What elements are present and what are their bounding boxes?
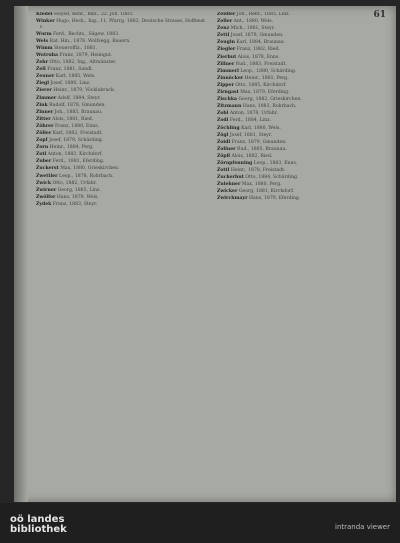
entry-name: Zöhrer <box>36 123 54 129</box>
directory-entry <box>217 83 388 89</box>
entry-name: Zwirchmayr <box>217 196 248 202</box>
directory-entry <box>36 74 207 80</box>
entry-name: Zitzmann <box>217 104 242 110</box>
entry-details: Leop., 1878, Rohrbach. <box>57 173 114 179</box>
entry-details: Otto, 1882, Ing., Altmünster. <box>48 60 117 66</box>
entry-name: Zimmerl <box>217 68 239 74</box>
entry-name: Zorn <box>36 145 49 151</box>
entry-details: Hans, 1879, Wels. <box>55 194 99 200</box>
directory-entry <box>36 195 207 201</box>
page-gutter <box>14 6 28 502</box>
entry-details: Josef, 1879, Gmunden. <box>229 33 284 39</box>
entry-details: Max, 1880, Grieskirchen. <box>58 166 120 172</box>
entry-name: Zell <box>36 67 46 73</box>
entry-name: Wimm <box>36 45 53 51</box>
entry-name: Zitter <box>36 116 51 122</box>
directory-entry <box>217 189 388 195</box>
entry-details: Heinr., 1879, Vöcklabruck. <box>51 88 116 94</box>
directory-entry <box>36 81 207 87</box>
directory-entry <box>36 39 207 45</box>
directory-entry <box>217 147 388 153</box>
entry-name: Zirngast <box>217 90 239 96</box>
entry-name: Zuckerhut <box>217 175 244 181</box>
directory-entry <box>36 53 207 59</box>
entry-name: Zörnpfenning <box>217 160 253 166</box>
directory-entry <box>217 55 388 61</box>
entry-name: Zipper <box>217 82 234 88</box>
directory-entry <box>217 90 388 96</box>
entry-name: Winker <box>36 19 55 25</box>
directory-entry <box>217 47 388 53</box>
entry-details: Alois, 1882, Ried. <box>229 153 273 159</box>
entry-details: Otto, 1882, Urfahr. <box>51 180 97 186</box>
entry-name: Zotl <box>36 152 47 158</box>
directory-entry <box>36 19 207 30</box>
logo-line-2: bibliothek <box>10 524 67 535</box>
entry-name: Zodl <box>217 118 229 124</box>
entry-details: Rat. Hin., 1878. Wolfsegg, Bauern. <box>48 38 131 44</box>
entry-details: Karl, 1882, Freistadt. <box>51 131 103 136</box>
directory-entry <box>217 62 388 68</box>
directory-entry <box>36 46 207 52</box>
entry-name: Zydek <box>36 201 52 207</box>
entry-details: Georg, 1882, Grieskirchen. <box>236 97 302 103</box>
entry-name: Zink <box>36 102 48 108</box>
entry-details: Josef, 1879, Schärding. <box>47 138 104 144</box>
directory-entry <box>217 182 388 188</box>
entry-name: Wels <box>36 38 49 44</box>
entry-name: Ziegl <box>36 81 49 87</box>
right-column <box>217 12 388 496</box>
entry-name: Zobl <box>217 111 229 117</box>
directory-entry <box>217 168 388 174</box>
directory-entry <box>36 138 207 144</box>
entry-details: Georg, 1881, Kirchdorf. <box>237 189 295 195</box>
entry-details: Anton, 1878, Urfahr. <box>228 111 278 117</box>
entry-name: Zulehner <box>217 182 241 188</box>
entry-name: Zehr <box>36 60 49 66</box>
entry-details: Steueroffiz., 1881. <box>52 45 98 51</box>
directory-entry <box>217 111 388 117</box>
entry-name: Zwettler <box>36 173 58 179</box>
entry-name: Zoidl <box>217 139 231 145</box>
directory-entry <box>36 117 207 123</box>
directory-entry <box>36 60 207 66</box>
entry-name: Zischka <box>217 97 237 103</box>
entry-name: Ziegler <box>217 47 236 53</box>
entry-details: Karl, 1885, Wels. <box>54 74 96 80</box>
text-columns <box>36 12 388 496</box>
entry-details: Rud., 1885, Braunau. <box>235 146 287 152</box>
entry-details: Karl, 1884, Braunau. <box>234 40 286 46</box>
entry-details: Ferd., Rechts., Sägew. 1883. <box>51 31 120 37</box>
entry-name: Zwölfer <box>36 194 56 200</box>
directory-entry <box>217 140 388 146</box>
entry-details: Joh., Rent., 1883, Linz. <box>235 12 291 17</box>
directory-entry <box>217 40 388 46</box>
entry-details: Franz, 1879, Heimgut. <box>57 52 113 58</box>
page-number: 61 <box>373 10 386 20</box>
viewer-label: intranda viewer <box>335 523 390 531</box>
directory-entry <box>36 145 207 151</box>
directory-entry <box>217 97 388 103</box>
entry-details: Hoyed, Rent., Bibl., 22. Joh. 1883. <box>52 12 134 17</box>
directory-entry <box>217 154 388 160</box>
entry-name: Zögl <box>217 132 229 138</box>
entry-name: Zenz <box>217 26 230 32</box>
entry-name: Zierer <box>36 88 52 94</box>
entry-details: Franz, 1882, Ried. <box>235 47 280 53</box>
entry-details: Franz, 1881, Sandl. <box>45 67 93 73</box>
directory-entry <box>217 26 388 32</box>
entry-details: Rud., 1883, Freistadt. <box>234 61 287 67</box>
directory-entry <box>217 161 388 167</box>
directory-entry <box>217 33 388 39</box>
entry-details: Hugo, Heck., Ing., 11, Pfarrg. 1883, Deutsche Strasse, Hoffenstr. <box>40 19 205 30</box>
scanned-page <box>14 6 396 502</box>
directory-entry <box>217 104 388 110</box>
directory-entry <box>217 12 388 18</box>
entry-details: Ant., 1880, Wels. <box>232 19 274 25</box>
entry-details: Mich., 1881, Steyr. <box>229 26 275 32</box>
entry-name: Zeller <box>217 19 233 25</box>
entry-details: Adolf, 1884, Steyr. <box>56 95 101 101</box>
entry-details: Leop., 1883, Enns. <box>252 160 298 166</box>
left-column <box>36 12 207 496</box>
entry-details: Anton, 1883, Kirchdorf. <box>46 152 103 158</box>
entry-details: Franz, 1879, Gmunden. <box>230 139 287 145</box>
entry-details: Otto, 1885, Kirchdorf. <box>233 82 287 88</box>
directory-entry <box>36 202 207 208</box>
entry-details: Georg, 1885, Linz. <box>56 187 101 193</box>
entry-details: Max, 1880, Perg. <box>240 182 282 188</box>
entry-name: Zeidler <box>217 12 236 17</box>
entry-name: Zinnöcker <box>217 75 244 81</box>
entry-name: Zuckerst <box>36 166 59 172</box>
entry-name: Zimmer <box>36 95 57 101</box>
entry-details: Heinr., 1878, Freistadt. <box>229 168 286 174</box>
entry-details: Hans, 1879, Eferding. <box>247 196 301 202</box>
entry-details: Josef, 1880, Linz. <box>48 81 91 87</box>
entry-name: Zillner <box>217 61 235 67</box>
logo-line-1: oö landes <box>10 514 65 525</box>
directory-entry <box>36 188 207 194</box>
directory-entry <box>36 110 207 116</box>
viewer-footer <box>0 503 400 543</box>
entry-name: Zöller <box>36 131 52 136</box>
directory-entry <box>217 118 388 124</box>
directory-entry <box>36 96 207 102</box>
entry-details: Alois, 1881, Ried. <box>50 116 94 122</box>
entry-name: Wurm <box>36 31 52 37</box>
directory-entry <box>36 166 207 172</box>
library-logo[interactable] <box>10 515 67 535</box>
directory-entry <box>217 126 388 132</box>
entry-name: Zwick <box>36 180 52 186</box>
entry-details: Franz, 1880, Enns. <box>53 123 100 129</box>
directory-entry <box>36 131 207 137</box>
directory-entry <box>36 67 207 73</box>
entry-details: Heinr., 1881, Perg. <box>243 75 289 81</box>
entry-details: Otto, 1884, Schärding. <box>243 175 299 181</box>
entry-name: Zettl <box>217 33 230 39</box>
entry-name: Zeuner <box>36 74 55 80</box>
directory-entry <box>217 69 388 75</box>
entry-name: Zeugin <box>217 40 235 46</box>
directory-entry <box>217 175 388 181</box>
entry-details: Heinr., 1884, Perg. <box>48 145 94 151</box>
entry-details: Rudolf, 1878, Gmunden. <box>47 102 106 108</box>
entry-details: Ferd., 1881, Eferding. <box>51 159 105 165</box>
entry-name: Zollner <box>217 146 236 152</box>
directory-entry <box>217 133 388 139</box>
entry-name: Kiedel <box>36 12 53 17</box>
directory-entry <box>36 32 207 38</box>
entry-name: Zottl <box>217 168 230 174</box>
directory-entry <box>36 174 207 180</box>
entry-name: Zopf <box>36 138 48 144</box>
entry-name: Wotruba <box>36 52 58 58</box>
directory-entry <box>36 88 207 94</box>
entry-details: Franz, 1883, Steyr. <box>51 201 98 207</box>
entry-name: Zöchling <box>217 125 240 131</box>
directory-entry <box>36 124 207 130</box>
entry-name: Zöpfl <box>217 153 230 159</box>
entry-details: Leop., 1880, Schärding. <box>238 68 297 74</box>
entry-details: Alois, 1878, Enns. <box>236 54 280 60</box>
directory-entry <box>36 159 207 165</box>
entry-details: Max, 1879, Eferding. <box>238 90 290 96</box>
entry-name: Zierhut <box>217 54 237 60</box>
directory-entry <box>36 103 207 109</box>
entry-name: Zwirner <box>36 187 57 193</box>
directory-entry <box>36 12 207 18</box>
entry-name: Zwicker <box>217 189 238 195</box>
entry-details: Hans, 1883, Rohrbach. <box>241 104 297 110</box>
directory-entry <box>217 196 388 202</box>
directory-entry <box>217 76 388 82</box>
entry-details: Ferd., 1884, Linz. <box>228 118 271 124</box>
entry-details: Joh., 1883, Braunau. <box>53 109 103 115</box>
entry-name: Zuber <box>36 159 52 165</box>
directory-entry <box>217 19 388 25</box>
entry-name: Zinner <box>36 109 54 115</box>
entry-details: Josef, 1881, Steyr. <box>228 132 273 138</box>
directory-entry <box>36 152 207 158</box>
directory-entry <box>36 181 207 187</box>
entry-details: Karl, 1880, Wels. <box>239 125 281 131</box>
